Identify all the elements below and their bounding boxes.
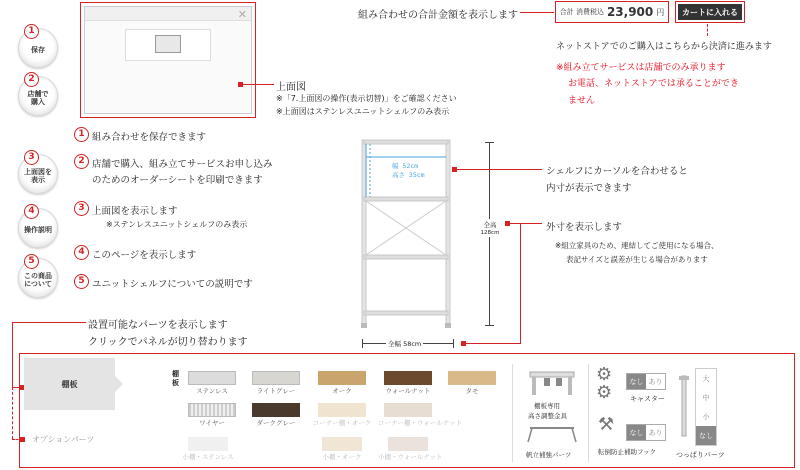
- desc-badge-5: 5: [74, 274, 89, 289]
- inner-height: 高さ 35cm: [392, 171, 425, 179]
- badge-2: 2: [24, 72, 39, 87]
- parts-caption2: クリックでパネルが切り替わります: [88, 337, 248, 348]
- shelf-corner-walnut[interactable]: [384, 403, 432, 417]
- tsuppari-large[interactable]: 大: [702, 374, 710, 383]
- service-note3: ません: [568, 96, 596, 106]
- desc-3-line2: ※ステンレスユニットシェルフのみ表示: [106, 220, 248, 229]
- shelf-tamo[interactable]: [448, 371, 496, 385]
- total-caption: 組み合わせの合計金額を表示します: [358, 10, 518, 21]
- reinforcement-parts-icon[interactable]: [526, 424, 578, 444]
- hover-caption2: 内寸が表示できます: [546, 183, 632, 194]
- badge-3: 3: [24, 150, 39, 165]
- about-product-button[interactable]: この商品 について: [18, 258, 58, 298]
- hover-caption1: シェルフにカーソルを合わせると: [546, 166, 688, 177]
- shelf-corner-oak[interactable]: [318, 403, 366, 417]
- top-view-note2: ※上面図はステンレスユニットシェルフのみ表示: [276, 107, 450, 116]
- shelf-small-oak[interactable]: [322, 437, 362, 451]
- caster-none[interactable]: なし: [627, 374, 646, 389]
- active-tab-arrow: [115, 376, 123, 392]
- shelf-small-walnut[interactable]: [388, 437, 428, 451]
- hook-yes[interactable]: あり: [646, 425, 665, 440]
- height-label1: 全高: [480, 219, 500, 230]
- top-view-title: 上面図: [276, 82, 306, 93]
- tsuppari-label: つっぱりパーツ: [676, 451, 725, 459]
- height-label2: 128cm: [478, 229, 502, 237]
- caster-icon: ⚙ ⚙: [596, 364, 613, 403]
- hook-toggle[interactable]: [626, 424, 666, 441]
- shelf-light-gray[interactable]: [252, 371, 300, 385]
- desc-5: ユニットシェルフについての説明です: [92, 279, 253, 290]
- desc-badge-3: 3: [74, 201, 89, 216]
- shelf-small-stainless[interactable]: [188, 437, 228, 451]
- desc-badge-2: 2: [74, 154, 89, 169]
- badge-4: 4: [24, 204, 39, 219]
- outer-note2: 表記サイズと誤差が生じる場合があります: [566, 255, 708, 264]
- top-view-button[interactable]: 上面図を 表示: [18, 154, 58, 194]
- shelf-wire[interactable]: [188, 403, 236, 417]
- service-note1: ※組み立てサービスは店舗でのみ承ります: [556, 63, 726, 73]
- help-button[interactable]: 操作説明: [18, 208, 58, 248]
- outer-caption: 外寸を表示します: [546, 222, 623, 233]
- shelf-top-icon: [155, 35, 181, 53]
- height-adjuster-icon[interactable]: [526, 368, 578, 398]
- width-label: 全幅 58cm: [388, 340, 422, 348]
- caster-label: キャスター: [630, 395, 665, 403]
- cart-note: ネットストアでのご購入はこちらから決済に進みます: [556, 42, 772, 52]
- tsuppari-none[interactable]: なし: [696, 426, 716, 445]
- tsuppari-options[interactable]: [695, 368, 717, 446]
- caster-toggle[interactable]: [626, 373, 666, 390]
- outer-note1: ※組立家具のため、連結してご使用になる場合、: [555, 241, 719, 250]
- hook-label: 転倒防止補助フック: [598, 448, 657, 456]
- inner-width: 幅 52cm: [392, 162, 419, 170]
- shelf-dark-gray[interactable]: [252, 403, 300, 417]
- desc-1: 組み合わせを保存できます: [92, 132, 207, 143]
- store-purchase-button[interactable]: 店舗で 購入: [18, 76, 58, 116]
- badge-5: 5: [24, 254, 39, 269]
- save-button[interactable]: 保存: [18, 28, 58, 68]
- shelf-section-label: 棚板: [172, 370, 179, 387]
- badge-1: 1: [24, 24, 39, 39]
- caster-yes[interactable]: あり: [646, 374, 665, 389]
- top-view-note1: ※「7.上面図の操作(表示切替)」をご確認ください: [276, 94, 457, 103]
- hook-none[interactable]: なし: [627, 425, 646, 440]
- hook-icon: ⚒: [598, 414, 615, 435]
- desc-3-line1: 上面図を表示します: [92, 206, 178, 217]
- total-amount: 23,900: [606, 5, 654, 19]
- tension-rod-icon: [676, 374, 692, 438]
- service-note2: お電話、ネットストアでは承ることができ: [568, 79, 739, 89]
- tsuppari-medium[interactable]: 中: [702, 393, 710, 402]
- desc-2-line2: のためのオーダーシートを印刷できます: [92, 175, 263, 186]
- close-icon[interactable]: ✕: [237, 8, 247, 21]
- cart-highlight: [675, 1, 745, 23]
- shelf-oak[interactable]: [318, 371, 366, 385]
- top-view-dialog: [84, 6, 252, 114]
- desc-4: このページを表示します: [92, 250, 197, 261]
- shelf-walnut[interactable]: [384, 371, 432, 385]
- tab-options[interactable]: オプションパーツ: [32, 434, 95, 444]
- desc-badge-1: 1: [74, 127, 89, 142]
- desc-badge-4: 4: [74, 245, 89, 260]
- desc-2-line1: 店舗で購入、組み立てサービスお申し込み: [92, 159, 273, 170]
- tab-shelves[interactable]: 棚板: [24, 358, 115, 410]
- shelf-stainless[interactable]: [188, 371, 236, 385]
- tsuppari-small[interactable]: 小: [702, 412, 710, 421]
- add-to-cart-button[interactable]: カートに入れる: [678, 4, 742, 20]
- total-price-box: 合計 消費税込 23,900 円: [555, 1, 669, 23]
- parts-caption1: 設置可能なパーツを表示します: [88, 320, 228, 331]
